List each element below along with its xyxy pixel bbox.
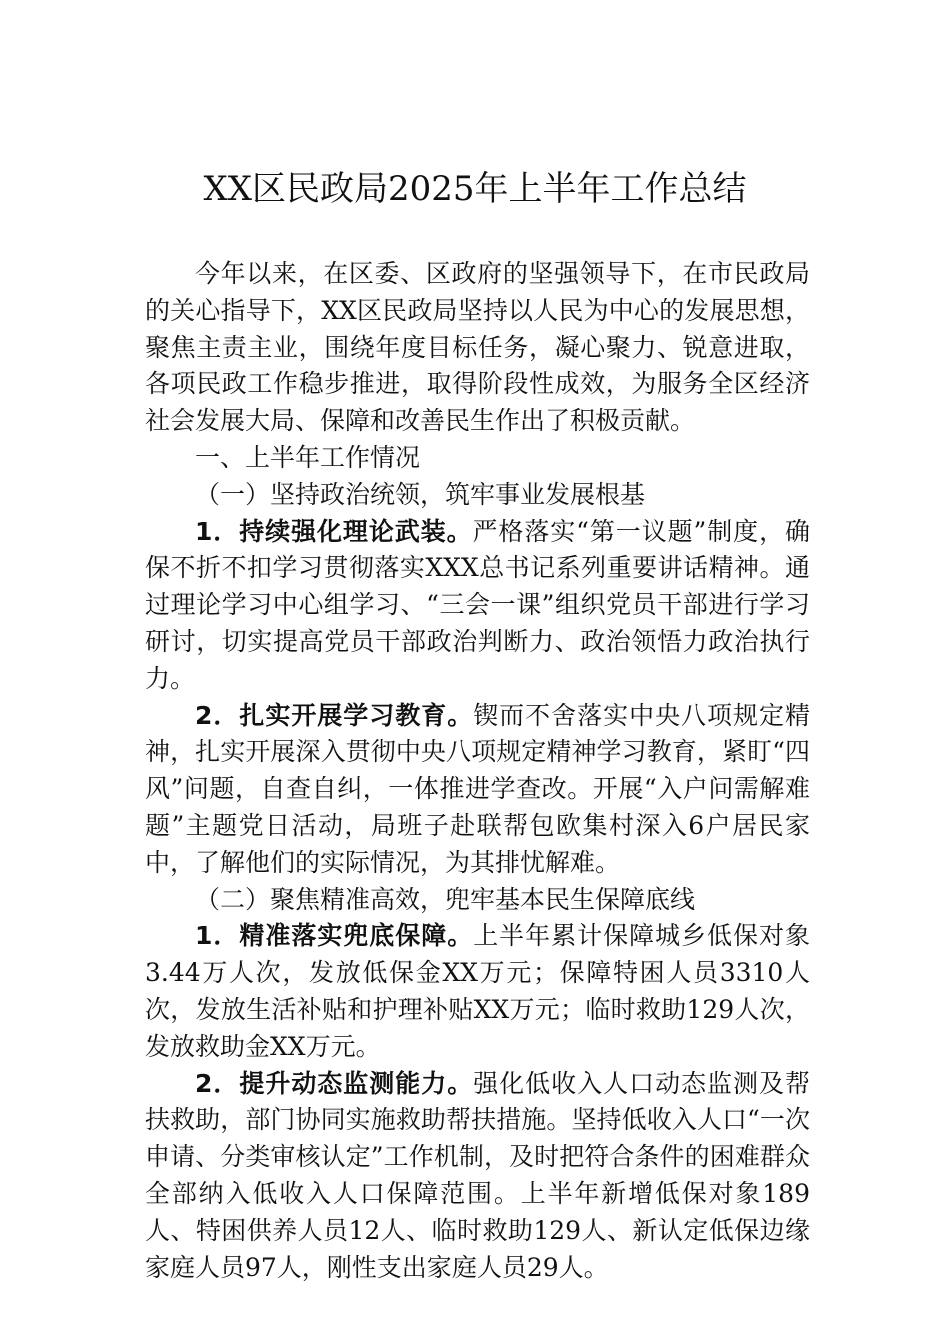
item-title: 2．扎实开展学习教育。 (195, 700, 474, 730)
page-title: XX区民政局2025年上半年工作总结 (203, 169, 747, 209)
subsection-heading: （二）聚焦精准高效，兜牢基本民生保障底线 (195, 884, 696, 914)
item-text: 严格落实“第一议题”制度，确保不折不扣学习贯彻落实XXX总书记系列重要讲话精神。通过理论学习中心组学习、“三会一课”组织党员干部进行学习研讨，切实提高党员干部政治判断力、政治领悟力政治执行力。 (145, 516, 810, 693)
section-heading: 一、上半年工作情况 (195, 442, 421, 472)
paragraph-item (145, 918, 810, 1065)
item-text: 上半年累计保障城乡低保对象3.44万人次，发放低保金XX万元；保障特困人员3310人次，发放生活补贴和护理补贴XX万元；临时救助129人次，发放救助金XX万元。 (145, 921, 810, 1061)
item-title: 2．提升动态监测能力。 (195, 1068, 474, 1098)
paragraph-item (145, 514, 810, 698)
item-text: 锲而不舍落实中央八项规定精神，扎实开展深入贯彻中央八项规定精神学习教育，紧盯“四风”问题，自查自纠，一体推进学查改。开展“入户问需解难题”主题党日活动，局班子赴联帮包欧集村深入6户居民家中，了解他们的实际情况，为其排忧解难。 (145, 700, 810, 877)
paragraph-item (145, 698, 810, 882)
item-title: 1．持续强化理论武装。 (195, 516, 473, 546)
paragraph-item (145, 1066, 810, 1287)
item-text: 强化低收入人口动态监测及帮扶救助，部门协同实施救助帮扶措施。坚持低收入人口“一次申请、分类审核认定”工作机制，及时把符合条件的困难群众全部纳入低收入人口保障范围。上半年新增低保对象189人、特困供养人员12人、临时救助129人、新认定低保边缘家庭人员97人，刚性支出家庭人员29人。 (145, 1068, 810, 1282)
document-body (145, 256, 810, 1286)
subsection-heading: （一）坚持政治统领，筑牢事业发展根基 (195, 479, 646, 509)
item-title: 1．精准落实兜底保障。 (195, 921, 474, 951)
intro-paragraph: 今年以来，在区委、区政府的坚强领导下，在市民政局的关心指导下，XX区民政局坚持以人民为中心的发展思想，聚焦主责主业，围绕年度目标任务，凝心聚力、锐意进取，各项民政工作稳步推进，取得阶段性成效，为服务全区经济社会发展大局、保障和改善民生作出了积极贡献。 (145, 259, 810, 436)
